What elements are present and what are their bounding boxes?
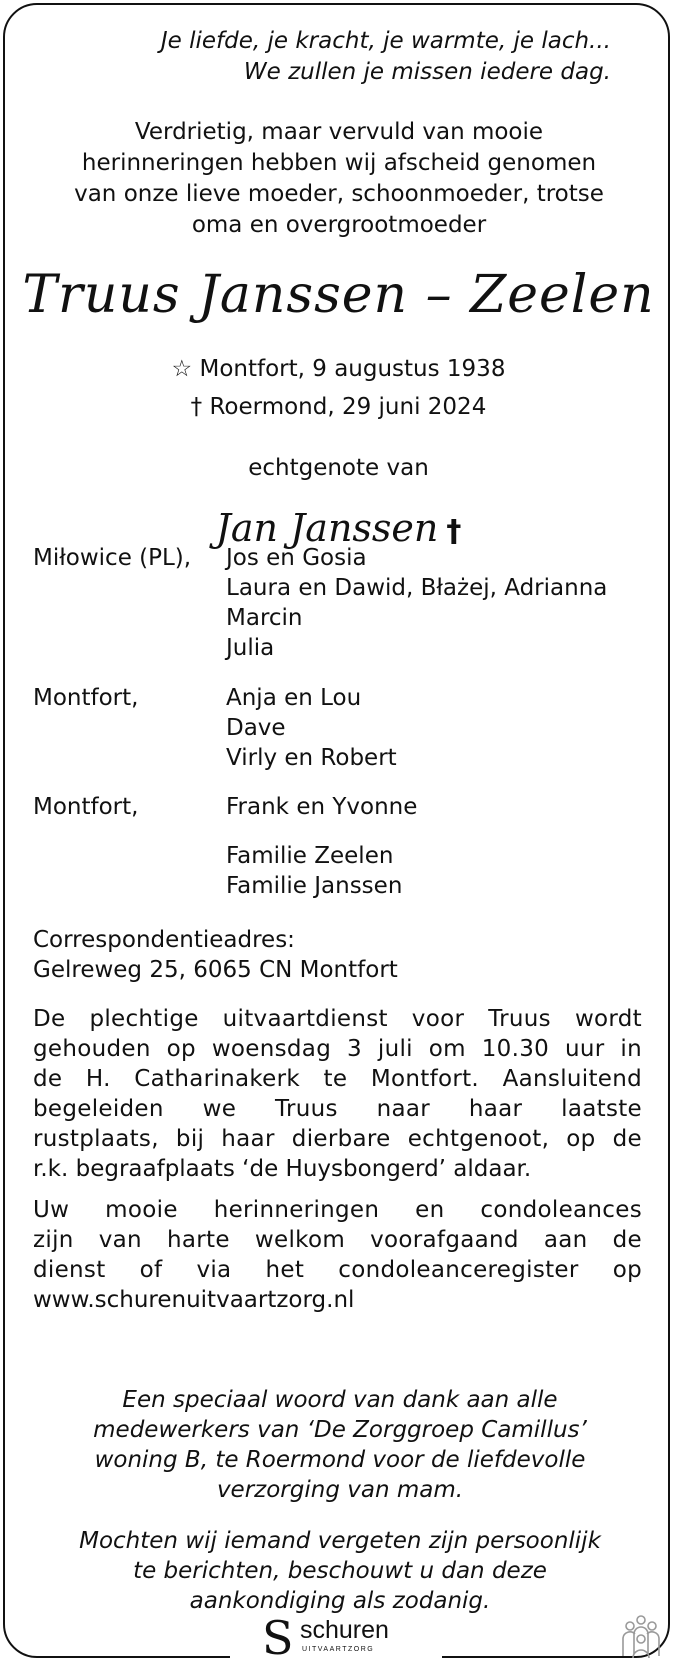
family-member: Dave [226,715,286,741]
s-logo-icon: S [262,1611,294,1665]
thanks-paragraph [20,1385,660,1505]
birth-line: ☆ Montfort, 9 augustus 1938 [171,356,506,382]
forgotten-paragraph [20,1526,660,1616]
condolences-line: zijn van harte welkom voorafgaand aan de [33,1227,642,1253]
family-location: Montfort, [33,794,139,820]
people-icon [618,1614,664,1660]
family-member: Anja en Lou [226,685,362,711]
service-line: r.k. begraafplaats ‘de Huysbongerd’ aldaar. [33,1156,532,1182]
logo-subtitle: UITVAARTZORG [302,1646,375,1653]
spouse-intro: echtgenote van [248,455,429,481]
family-names [226,543,607,663]
family-member: Marcin [226,605,303,631]
family-member: Frank en Yvonne [226,794,418,820]
family-names [226,683,397,773]
service-line: begeleiden we Truus naar haar laatste [33,1096,642,1122]
forgotten-line: Mochten wij iemand vergeten zijn persoonlijk [79,1528,601,1554]
schuren-logo [262,1612,422,1664]
family-member: Jos en Gosia [226,545,367,571]
family-member: Julia [226,635,275,661]
intro-line: Verdrietig, maar vervuld van mooie [134,119,544,145]
condolences-line: Uw mooie herinneringen en condoleances [33,1197,642,1223]
service-paragraph [33,1004,642,1184]
condolences-line: dienst of via het condoleanceregister op [33,1257,642,1283]
correspondence-address [33,925,642,985]
intro-line: oma en overgrootmoeder [191,212,487,238]
cross-icon: † [446,514,462,549]
family-location: Montfort, [33,685,139,711]
thanks-line: verzorging van mam. [216,1477,464,1503]
opening-quote [51,26,611,88]
condolences-paragraph [33,1195,642,1315]
intro-line: herinneringen hebben wij afscheid genomen [81,150,597,176]
service-line: gehouden op woensdag 3 juli om 10.30 uur in [33,1036,642,1062]
thanks-line: Een speciaal woord van dank aan alle [122,1387,558,1413]
family-member: Virly en Robert [226,745,397,771]
service-line: de H. Catharinakerk te Montfort. Aansluitend [33,1066,642,1092]
family-member: Familie Janssen [226,873,403,899]
service-line: rustplaats, bij haar dierbare echtgenoot, op de [33,1126,642,1152]
service-line: De plechtige uitvaartdienst voor Truus wordt [33,1006,642,1032]
quote-line: We zullen je missen iedere dag. [243,59,611,85]
condolences-url: www.schurenuitvaartzorg.nl [33,1287,355,1313]
intro-line: van onze lieve moeder, schoonmoeder, trotse [74,181,604,207]
logo-name: schuren [300,1616,389,1644]
quote-line: Je liefde, je kracht, je warmte, je lach... [160,28,611,54]
spouse-name: Jan Janssen [215,506,439,550]
family-names [226,792,417,822]
intro-text [24,117,654,241]
correspondence-value: Gelreweg 25, 6065 CN Montfort [33,957,398,983]
death-line: † Roermond, 29 juni 2024 [190,394,487,420]
forgotten-line: te berichten, beschouwt u dan deze [133,1558,547,1584]
family-member: Laura en Dawid, Błażej, Adrianna [226,575,608,601]
family-location: Miłowice (PL), [33,545,192,571]
deceased-name: Truus Janssen – Zeelen [22,265,655,325]
family-names [226,841,402,901]
family-member: Familie Zeelen [226,843,394,869]
thanks-line: medewerkers van ‘De Zorggroep Camillus’ [93,1417,587,1443]
forgotten-line: aankondiging als zodanig. [189,1588,491,1614]
correspondence-label: Correspondentieadres: [33,927,295,953]
thanks-line: woning B, te Roermond voor de liefdevolle [94,1447,586,1473]
